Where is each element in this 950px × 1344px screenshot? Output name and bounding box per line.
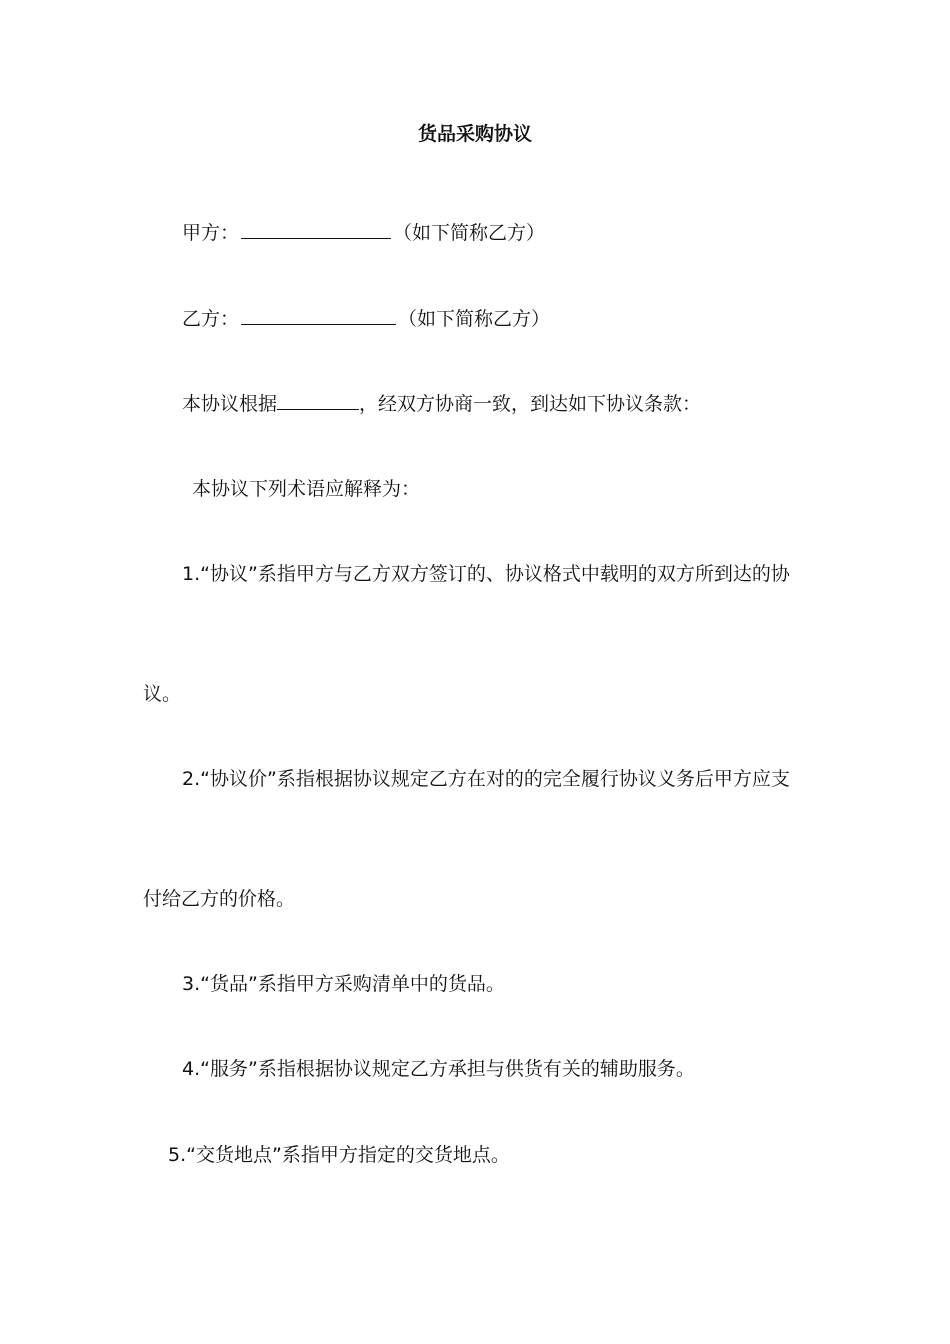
clause-1-line-2: 议。 — [143, 683, 182, 705]
party-a-note: （如下简称乙方） — [393, 222, 546, 244]
basis-prefix: 本协议根据 — [182, 393, 278, 415]
clause-2-line-2: 付给乙方的价格。 — [143, 888, 296, 910]
basis-suffix: ，经双方协商一致，到达如下协议条款： — [359, 393, 702, 415]
party-a-blank[interactable] — [241, 220, 391, 239]
clause-2-line-1: 2.“协议价”系指根据协议规定乙方在对的的完全履行协议义务后甲方应支 — [182, 768, 790, 790]
clause-1-line-1: 1.“协议”系指甲方与乙方双方签订的、协议格式中载明的双方所到达的协 — [182, 563, 790, 585]
definitions-intro: 本协议下列术语应解释为： — [192, 478, 421, 500]
clause-4: 4.“服务”系指根据协议规定乙方承担与供货有关的辅助服务。 — [182, 1058, 695, 1080]
basis-blank[interactable] — [277, 391, 359, 410]
clause-3: 3.“货品”系指甲方采购清单中的货品。 — [182, 973, 505, 995]
party-b-line — [182, 306, 550, 331]
basis-line — [182, 391, 701, 416]
party-a-line — [182, 220, 545, 245]
party-a-label: 甲方： — [182, 222, 240, 244]
party-b-note: （如下简称乙方） — [398, 308, 551, 330]
party-b-blank[interactable] — [241, 306, 396, 325]
clause-5: 5.“交货地点”系指甲方指定的交货地点。 — [168, 1144, 510, 1166]
document-title: 货品采购协议 — [417, 123, 532, 145]
party-b-label: 乙方： — [182, 308, 240, 330]
